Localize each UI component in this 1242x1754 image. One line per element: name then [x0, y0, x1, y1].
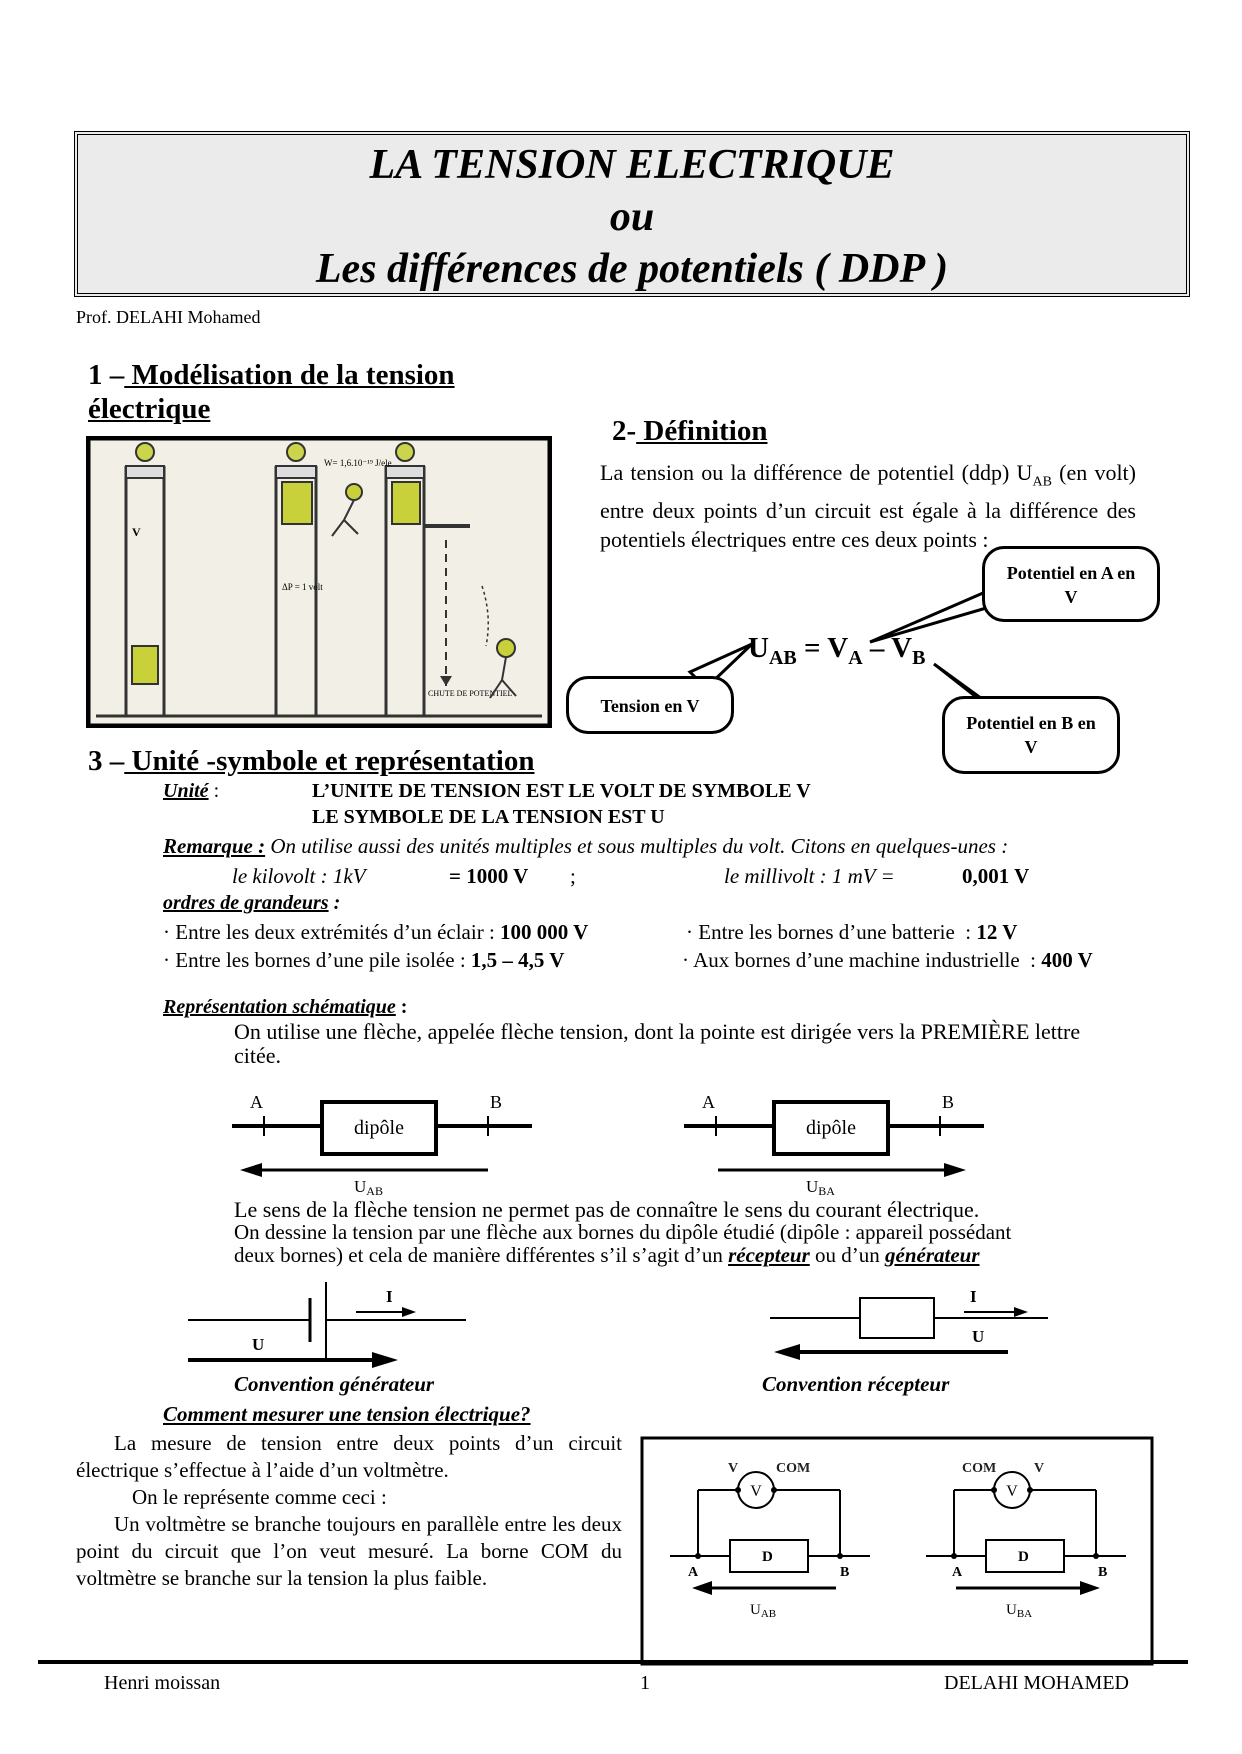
generateur-word: générateur	[885, 1243, 980, 1267]
bubble-potentiel-b: Potentiel en B en V	[942, 696, 1120, 774]
kilovolt-semicolon: ;	[570, 864, 576, 888]
dipole2-a: A	[702, 1092, 715, 1112]
section2-title: Définition	[636, 415, 768, 447]
convention-generateur-caption: Convention générateur	[234, 1372, 435, 1396]
formula-vb: V	[891, 632, 913, 664]
unite-colon: :	[208, 780, 220, 802]
circuit2-u: $U_{BA}$	[1006, 1602, 1033, 1620]
circuit1-v: V	[728, 1461, 739, 1476]
dipole2-u: UBA	[806, 1177, 835, 1196]
ordre-text-1: · Entre les deux extrémités d’un éclair :	[163, 920, 501, 944]
sens-line-2: On dessine la tension par une flèche aux bornes du dipôle étudié (dipôle : appareil possédant	[234, 1220, 1012, 1244]
formula-va-sub: A	[848, 646, 863, 669]
formula	[748, 632, 925, 670]
ordre-value-4: 400 V	[1041, 948, 1093, 972]
bubble-tension: Tension en V	[566, 676, 734, 734]
circuit2-b: B	[1098, 1565, 1108, 1580]
ordres-label: ordres de grandeurs	[163, 892, 329, 914]
voltmeter-circuits	[640, 1436, 1154, 1666]
representation-colon: :	[395, 996, 408, 1018]
title-line-1: LA TENSION ELECTRIQUE	[369, 142, 895, 188]
definition-sub: AB	[1032, 474, 1052, 490]
ordre-item-1	[163, 920, 588, 945]
sens-paragraph	[234, 1198, 1134, 1267]
dipole-diagram-uab	[232, 1088, 542, 1196]
definition-text-2: (en volt) entre deux points d’un circuit est égale à la différence des potentiels électriques entre ces deux points :	[600, 460, 1136, 553]
conv-gen-i: I	[386, 1287, 393, 1306]
unite-line-2: LE SYMBOLE DE LA TENSION EST U	[312, 806, 665, 828]
dipole2-b: B	[942, 1092, 955, 1112]
sens-line-1: Le sens de la flèche tension ne permet pas de connaître le sens du courant électrique.	[234, 1197, 980, 1222]
footer-page-number: 1	[640, 1672, 650, 1694]
mesure-p1: La mesure de tension entre deux points d’un circuit électrique s’effectue à l’aide d’un voltmètre.	[76, 1431, 622, 1482]
section3-title: Unité -symbole et représentation	[124, 745, 535, 777]
dipole1-label: dipôle	[354, 1117, 404, 1139]
convention-recepteur-diagram	[768, 1282, 1058, 1362]
unite-row	[163, 780, 219, 803]
mesure-p2: On le représente comme ceci :	[132, 1485, 387, 1509]
section3-heading	[88, 744, 534, 778]
footer-rule	[38, 1660, 1188, 1664]
definition-text-1: La tension ou la différence de potentiel (ddp) U	[600, 460, 1033, 485]
convention-recepteur-caption: Convention récepteur	[762, 1372, 950, 1396]
fig-chute-label: CHUTE DE POTENTIEL	[428, 689, 513, 698]
section1-number: 1 –	[88, 359, 125, 391]
circuit1-d: D	[762, 1549, 773, 1565]
ordre-item-2	[686, 920, 1017, 945]
representation-label: Représentation schématique	[163, 996, 396, 1018]
millivolt-value: 0,001 V	[962, 864, 1030, 888]
convention-generateur-diagram	[186, 1280, 476, 1370]
ou-word: ou d’un	[809, 1243, 885, 1267]
circuit2-v: V	[1034, 1461, 1045, 1476]
dipole1-a: A	[250, 1092, 263, 1112]
circuit1-u: $U_{AB}$	[750, 1602, 777, 1620]
footer-left: Henri moissan	[104, 1672, 221, 1694]
circuit1-meter: V	[750, 1483, 762, 1500]
circuit1-a: A	[688, 1565, 699, 1580]
formula-u: U	[748, 632, 769, 664]
unite-line-1: L’UNITE DE TENSION EST LE VOLT DE SYMBOLE V	[312, 780, 811, 802]
title-line-2: ou	[609, 194, 655, 240]
formula-minus: –	[862, 632, 892, 664]
circuit2-d: D	[1018, 1549, 1029, 1565]
circuit1-com: COM	[776, 1461, 811, 1476]
conv-gen-u: U	[252, 1335, 265, 1354]
sens-line-3: deux bornes) et cela de manière différentes s’il s’agit d’un	[234, 1243, 729, 1267]
ordre-item-3	[163, 948, 564, 973]
remarque-row	[163, 834, 1008, 859]
formula-eq: =	[796, 632, 828, 664]
circuit1-b: B	[840, 1565, 850, 1580]
fig-v-label: V	[132, 525, 141, 539]
unite-label: Unité	[163, 780, 209, 802]
ordre-item-4	[682, 948, 1093, 973]
fig-w-label: W= 1,6.10⁻¹⁹ J/ele	[324, 458, 392, 468]
fig-ddp-label: ΔP = 1 volt	[282, 582, 323, 592]
representation-text: On utilise une flèche, appelée flèche tension, dont la pointe est dirigée vers la PREMIÈRE lettre citée.	[234, 1019, 1081, 1068]
formula-vb-sub: B	[912, 646, 926, 669]
kilovolt-value: = 1000 V	[449, 864, 529, 888]
author: Prof. DELAHI Mohamed	[76, 307, 261, 327]
representation-heading	[163, 996, 407, 1019]
formula-va: V	[827, 632, 849, 664]
mesure-text	[76, 1430, 622, 1592]
dipole-diagram-uba	[684, 1088, 994, 1196]
ordre-value-2: 12 V	[976, 920, 1018, 944]
recepteur-word: récepteur	[728, 1243, 810, 1267]
formula-u-sub: AB	[768, 646, 797, 669]
section1-title-a: Modélisation de la tension	[124, 359, 455, 391]
title-line-3: Les différences de potentiels ( DDP )	[315, 246, 949, 292]
circuit2-meter: V	[1006, 1483, 1018, 1500]
ordres-colon: :	[328, 892, 341, 914]
millivolt-label: le millivolt : 1 mV =	[724, 864, 895, 888]
recepteur-box	[860, 1298, 934, 1338]
remarque-text: On utilise aussi des unités multiples et sous multiples du volt. Citons en quelques-unes :	[265, 834, 1009, 858]
ordres-heading	[163, 892, 340, 915]
mesure-p3: Un voltmètre se branche toujours en parallèle entre les deux point du circuit que l’on veut mesuré. La borne COM du voltmètre se branche sur la tension la plus faible.	[76, 1512, 622, 1590]
footer-right: DELAHI MOHAMED	[944, 1672, 1129, 1694]
dipole2-label: dipôle	[806, 1117, 856, 1139]
bubble-potentiel-a: Potentiel en A en V	[982, 546, 1160, 622]
circuit2-a: A	[952, 1565, 963, 1580]
dipole1-b: B	[490, 1092, 503, 1112]
section1-title-b: électrique	[88, 393, 211, 425]
ordre-text-2: · Entre les bornes d’une batterie :	[686, 920, 977, 944]
ordre-text-4: · Aux bornes d’une machine industrielle :	[682, 948, 1042, 972]
mesure-heading: Comment mesurer une tension électrique?	[163, 1402, 531, 1426]
conv-rec-u: U	[972, 1327, 985, 1346]
kilovolt-label: le kilovolt : 1kV	[232, 864, 366, 888]
ordre-text-3: · Entre les bornes d’une pile isolée :	[163, 948, 471, 972]
circuit2-com: COM	[962, 1461, 997, 1476]
section3-number: 3 –	[88, 745, 125, 777]
conv-rec-i: I	[970, 1287, 977, 1306]
ordre-value-1: 100 000 V	[500, 920, 589, 944]
ordre-value-3: 1,5 – 4,5 V	[470, 948, 565, 972]
dipole1-u: UAB	[354, 1177, 383, 1196]
remarque-label: Remarque :	[163, 834, 266, 858]
section2-number: 2-	[612, 415, 637, 447]
